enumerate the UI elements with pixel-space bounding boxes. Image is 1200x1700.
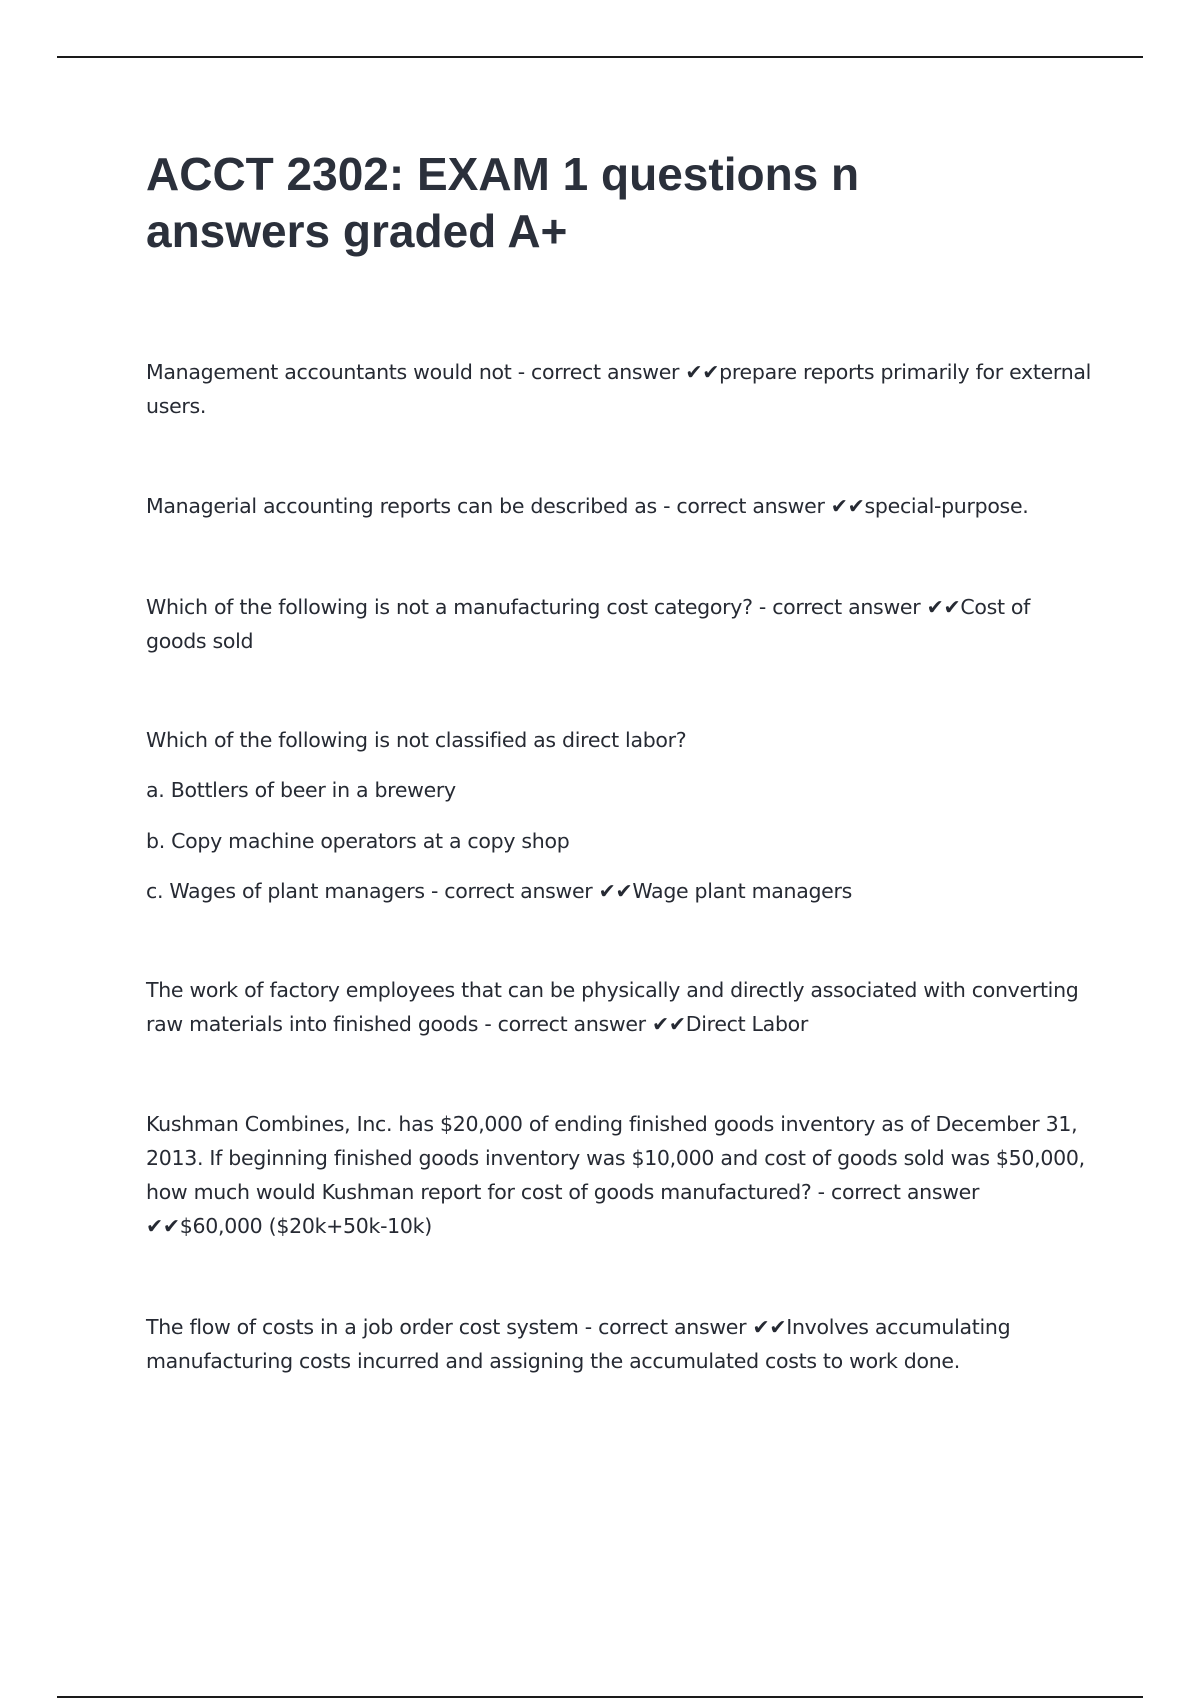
question-answer-2: Managerial accounting reports can be described as - correct answer ✔✔special-purpose.	[146, 494, 1029, 518]
question-answer-5: The work of factory employees that can be physically and directly associated with converting raw materials into finished goods - correct answer ✔✔Direct Labor	[146, 978, 1079, 1036]
question-4-option-c: c. Wages of plant managers - correct answer ✔✔Wage plant managers	[146, 879, 852, 903]
bottom-rule	[57, 1696, 1143, 1698]
question-answer-6: Kushman Combines, Inc. has $20,000 of ending finished goods inventory as of December 31, 2013. If beginning finished goods inventory was $10,000 and cost of goods sold was $50,000, how much would Kushman report for cost of goods manufactured? - correct answer ✔✔$60,000 ($20k+50k-10k)	[146, 1112, 1085, 1238]
question-answer-7: The flow of costs in a job order cost system - correct answer ✔✔Involves accumulating manufacturing costs incurred and assigning the accumulated costs to work done.	[146, 1315, 1011, 1373]
question-answer-1: Management accountants would not - correct answer ✔✔prepare reports primarily for external users.	[146, 360, 1092, 418]
question-answer-3: Which of the following is not a manufacturing cost category? - correct answer ✔✔Cost of goods sold	[146, 595, 1031, 653]
page-title: ACCT 2302: EXAM 1 questions n answers graded A+	[146, 148, 860, 257]
question-4-stem: Which of the following is not classified as direct labor?	[146, 728, 687, 752]
top-rule	[57, 56, 1143, 58]
question-4-option-a: a. Bottlers of beer in a brewery	[146, 778, 456, 802]
question-4-option-b: b. Copy machine operators at a copy shop	[146, 829, 570, 853]
